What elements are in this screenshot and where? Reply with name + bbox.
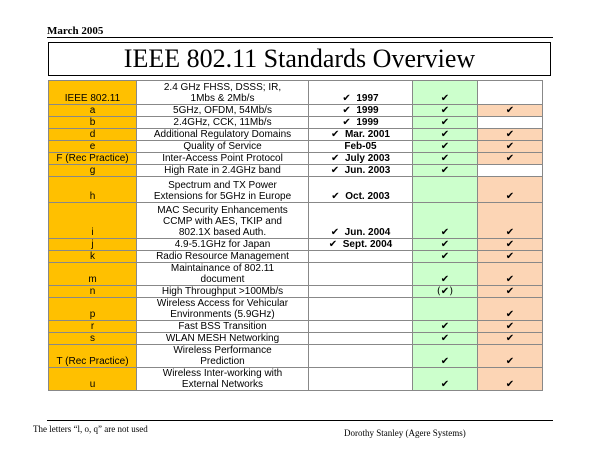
orange-status-cell bbox=[478, 117, 543, 129]
green-status-cell bbox=[413, 368, 478, 391]
approval-date-cell bbox=[309, 286, 413, 298]
description-line: Extensions for 5GHz in Europe bbox=[153, 191, 292, 202]
approval-date-cell bbox=[309, 321, 413, 333]
orange-status-cell bbox=[478, 203, 543, 239]
description-line: 802.1X based Auth. bbox=[178, 227, 267, 238]
check-icon: ✔ bbox=[328, 239, 338, 250]
standard-id-cell: h bbox=[49, 177, 137, 203]
standard-id-cell: d bbox=[49, 129, 137, 141]
check-icon: ✔ bbox=[505, 153, 515, 164]
description-line: Wireless Inter-working with bbox=[162, 368, 283, 379]
green-status-cell bbox=[413, 239, 478, 251]
standard-description-cell bbox=[137, 153, 309, 165]
table-row bbox=[49, 286, 543, 298]
table-row bbox=[49, 177, 543, 203]
standard-description-cell bbox=[137, 345, 309, 368]
approval-date: 1999 bbox=[356, 105, 379, 116]
approval-date-cell bbox=[309, 105, 413, 117]
standard-description-cell bbox=[137, 333, 309, 345]
header-divider bbox=[47, 37, 553, 38]
green-status-cell bbox=[413, 141, 478, 153]
standard-id-cell: k bbox=[49, 251, 137, 263]
orange-status-cell bbox=[478, 286, 543, 298]
orange-status-cell bbox=[478, 333, 543, 345]
orange-status-cell bbox=[478, 177, 543, 203]
standard-id-cell: r bbox=[49, 321, 137, 333]
green-status-cell bbox=[413, 333, 478, 345]
check-icon: ✔ bbox=[440, 333, 450, 344]
orange-status-cell bbox=[478, 153, 543, 165]
check-icon: ✔ bbox=[440, 356, 450, 367]
approval-date-cell bbox=[309, 141, 413, 153]
standard-description-cell bbox=[137, 286, 309, 298]
table-row bbox=[49, 368, 543, 391]
green-status-cell bbox=[413, 286, 478, 298]
green-status-cell bbox=[413, 251, 478, 263]
table-row bbox=[49, 117, 543, 129]
check-icon: ✔ bbox=[505, 321, 515, 332]
table-row bbox=[49, 239, 543, 251]
parenthesized-check-icon: (✔) bbox=[436, 286, 454, 297]
check-icon: ✔ bbox=[440, 117, 450, 128]
standard-description-cell bbox=[137, 141, 309, 153]
approval-date-cell bbox=[309, 165, 413, 177]
description-line: Prediction bbox=[200, 356, 245, 367]
check-icon: ✔ bbox=[342, 117, 351, 128]
orange-status-cell bbox=[478, 263, 543, 286]
standard-description-cell bbox=[137, 165, 309, 177]
check-icon: ✔ bbox=[440, 93, 450, 104]
orange-status-cell bbox=[478, 141, 543, 153]
check-icon: ✔ bbox=[505, 129, 515, 140]
description-line: Spectrum and TX Power bbox=[168, 180, 277, 191]
check-icon: ✔ bbox=[440, 239, 450, 250]
description-line: High Throughput >100Mb/s bbox=[161, 286, 284, 297]
description-line: Inter-Access Point Protocol bbox=[162, 153, 283, 164]
standard-id-cell: s bbox=[49, 333, 137, 345]
orange-status-cell bbox=[478, 368, 543, 391]
approval-date-cell bbox=[309, 333, 413, 345]
description-line: MAC Security Enhancements bbox=[157, 205, 288, 216]
check-icon: ✔ bbox=[342, 105, 351, 116]
table-row bbox=[49, 321, 543, 333]
description-line: Maintainance of 802.11 bbox=[170, 263, 275, 274]
orange-status-cell bbox=[478, 239, 543, 251]
standard-id-cell: n bbox=[49, 286, 137, 298]
green-status-cell bbox=[413, 345, 478, 368]
table-row bbox=[49, 203, 543, 239]
standard-id-cell: m bbox=[49, 263, 137, 286]
check-icon: ✔ bbox=[440, 105, 450, 116]
standard-id-cell: b bbox=[49, 117, 137, 129]
check-icon: ✔ bbox=[440, 286, 450, 297]
check-icon: ✔ bbox=[331, 153, 340, 164]
table-row bbox=[49, 153, 543, 165]
check-icon: ✔ bbox=[440, 227, 450, 238]
table-row bbox=[49, 251, 543, 263]
table-row bbox=[49, 333, 543, 345]
orange-status-cell bbox=[478, 81, 543, 105]
standard-id-cell: e bbox=[49, 141, 137, 153]
table-row bbox=[49, 263, 543, 286]
check-icon: ✔ bbox=[505, 309, 515, 320]
description-line: 4.9-5.1GHz for Japan bbox=[174, 239, 271, 250]
approval-date-cell bbox=[309, 129, 413, 141]
standard-description-cell bbox=[137, 251, 309, 263]
standard-id-cell: T (Rec Practice) bbox=[49, 345, 137, 368]
description-line: WLAN MESH Networking bbox=[165, 333, 280, 344]
approval-date: Jun. 2003 bbox=[344, 165, 391, 176]
check-icon: ✔ bbox=[331, 191, 340, 202]
table-row bbox=[49, 345, 543, 368]
description-line: Environments (5.9GHz) bbox=[170, 309, 275, 320]
standard-id-cell: IEEE 802.11 bbox=[49, 81, 137, 105]
approval-date-cell bbox=[309, 251, 413, 263]
standard-description-cell bbox=[137, 263, 309, 286]
approval-date: Feb-05 bbox=[344, 141, 377, 152]
check-icon: ✔ bbox=[331, 129, 340, 140]
approval-date: 1997 bbox=[356, 93, 379, 104]
approval-date-cell bbox=[309, 117, 413, 129]
check-icon: ✔ bbox=[505, 274, 515, 285]
green-status-cell bbox=[413, 263, 478, 286]
presentation-date: March 2005 bbox=[47, 25, 104, 37]
standard-description-cell bbox=[137, 117, 309, 129]
table-row bbox=[49, 129, 543, 141]
description-line: CCMP with AES, TKIP and bbox=[163, 216, 282, 227]
orange-status-cell bbox=[478, 321, 543, 333]
description-line: High Rate in 2.4GHz band bbox=[164, 165, 281, 176]
approval-date: July 2003 bbox=[344, 153, 390, 164]
check-icon: ✔ bbox=[505, 141, 515, 152]
approval-date: Jun. 2004 bbox=[344, 227, 391, 238]
green-status-cell bbox=[413, 153, 478, 165]
check-icon: ✔ bbox=[342, 93, 351, 104]
orange-status-cell bbox=[478, 129, 543, 141]
description-line: External Networks bbox=[181, 379, 264, 390]
table-row bbox=[49, 81, 543, 105]
approval-date: 1999 bbox=[356, 117, 379, 128]
green-status-cell bbox=[413, 203, 478, 239]
standard-id-cell: a bbox=[49, 105, 137, 117]
check-icon: ✔ bbox=[505, 356, 515, 367]
check-icon: ✔ bbox=[330, 227, 340, 238]
standard-id-cell: g bbox=[49, 165, 137, 177]
approval-date-cell bbox=[309, 239, 413, 251]
description-line: Radio Resource Management bbox=[156, 251, 289, 262]
standard-description-cell bbox=[137, 81, 309, 105]
standard-id-cell: i bbox=[49, 203, 137, 239]
standard-description-cell bbox=[137, 368, 309, 391]
standard-description-cell bbox=[137, 177, 309, 203]
check-icon: ✔ bbox=[440, 321, 450, 332]
approval-date: Mar. 2001 bbox=[344, 129, 390, 140]
check-icon: ✔ bbox=[505, 227, 515, 238]
approval-date-cell bbox=[309, 298, 413, 321]
check-icon: ✔ bbox=[505, 239, 515, 250]
standard-id-cell: p bbox=[49, 298, 137, 321]
check-icon: ✔ bbox=[440, 379, 450, 390]
green-status-cell bbox=[413, 298, 478, 321]
standards-table bbox=[48, 80, 543, 391]
approval-date-cell bbox=[309, 345, 413, 368]
description-line: document bbox=[200, 274, 245, 285]
green-status-cell bbox=[413, 81, 478, 105]
check-icon: ✔ bbox=[440, 165, 450, 176]
check-icon: ✔ bbox=[505, 191, 515, 202]
standard-description-cell bbox=[137, 105, 309, 117]
green-status-cell bbox=[413, 165, 478, 177]
standard-description-cell bbox=[137, 129, 309, 141]
check-icon: ✔ bbox=[505, 251, 515, 262]
approval-date-cell bbox=[309, 177, 413, 203]
table-row bbox=[49, 165, 543, 177]
standard-description-cell bbox=[137, 298, 309, 321]
approval-date-cell bbox=[309, 81, 413, 105]
check-icon: ✔ bbox=[440, 251, 450, 262]
standard-id-cell: F (Rec Practice) bbox=[49, 153, 137, 165]
check-icon: ✔ bbox=[505, 286, 515, 297]
check-icon: ✔ bbox=[505, 333, 515, 344]
table-row bbox=[49, 141, 543, 153]
standard-description-cell bbox=[137, 239, 309, 251]
description-line: 2.4 GHz FHSS, DSSS; IR, bbox=[163, 82, 282, 93]
approval-date: Sept. 2004 bbox=[342, 239, 393, 250]
approval-date: Oct. 2003 bbox=[345, 191, 390, 202]
description-line: 2.4GHz, CCK, 11Mb/s bbox=[173, 117, 272, 128]
description-line: 5GHz, OFDM, 54Mb/s bbox=[173, 105, 272, 116]
footer-author: Dorothy Stanley (Agere Systems) bbox=[344, 428, 466, 438]
table-row bbox=[49, 105, 543, 117]
description-line: Fast BSS Transition bbox=[178, 321, 267, 332]
green-status-cell bbox=[413, 177, 478, 203]
description-line: 1Mbs & 2Mb/s bbox=[190, 93, 255, 104]
footer-divider bbox=[47, 420, 553, 421]
check-icon: ✔ bbox=[440, 274, 450, 285]
check-icon: ✔ bbox=[505, 379, 515, 390]
check-icon: ✔ bbox=[440, 153, 450, 164]
description-line: Quality of Service bbox=[183, 141, 262, 152]
check-icon: ✔ bbox=[440, 129, 450, 140]
approval-date-cell bbox=[309, 368, 413, 391]
green-status-cell bbox=[413, 321, 478, 333]
description-line: Wireless Performance bbox=[173, 345, 272, 356]
table-row bbox=[49, 298, 543, 321]
green-status-cell bbox=[413, 117, 478, 129]
description-line: Wireless Access for Vehicular bbox=[156, 298, 289, 309]
orange-status-cell bbox=[478, 165, 543, 177]
standard-id-cell: u bbox=[49, 368, 137, 391]
check-icon: ✔ bbox=[440, 141, 450, 152]
check-icon: ✔ bbox=[505, 105, 515, 116]
standard-description-cell bbox=[137, 203, 309, 239]
green-status-cell bbox=[413, 129, 478, 141]
description-line: Additional Regulatory Domains bbox=[153, 129, 292, 140]
orange-status-cell bbox=[478, 251, 543, 263]
orange-status-cell bbox=[478, 105, 543, 117]
approval-date-cell bbox=[309, 153, 413, 165]
footer-note: The letters “l, o, q” are not used bbox=[33, 424, 148, 434]
approval-date-cell bbox=[309, 203, 413, 239]
orange-status-cell bbox=[478, 298, 543, 321]
standard-description-cell bbox=[137, 321, 309, 333]
approval-date-cell bbox=[309, 263, 413, 286]
green-status-cell bbox=[413, 105, 478, 117]
standard-id-cell: j bbox=[49, 239, 137, 251]
slide-title: IEEE 802.11 Standards Overview bbox=[48, 42, 551, 76]
check-icon: ✔ bbox=[330, 165, 340, 176]
orange-status-cell bbox=[478, 345, 543, 368]
